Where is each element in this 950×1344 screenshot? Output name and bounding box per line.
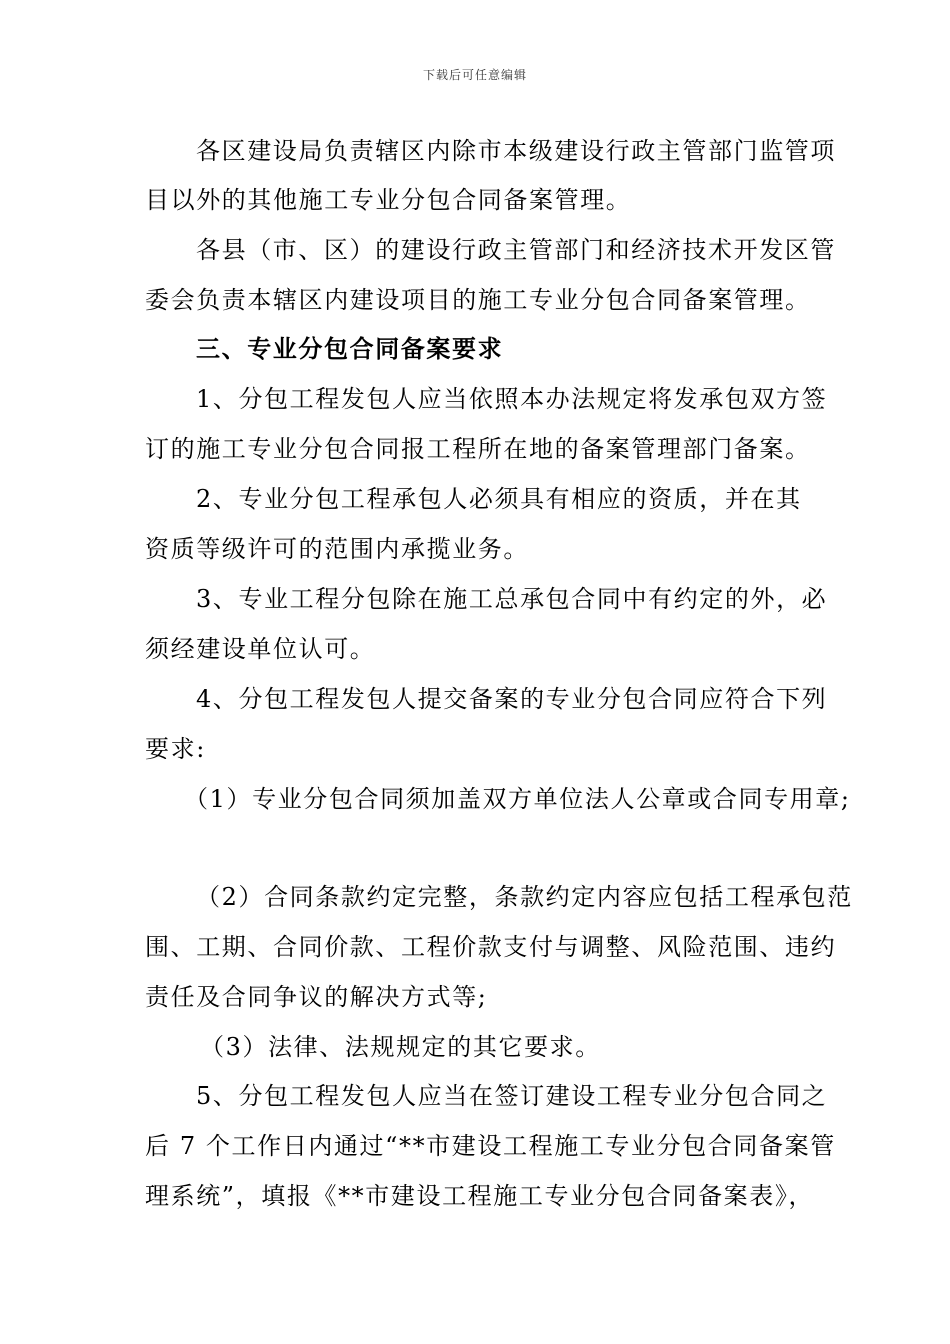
paragraph-line: 1、分包工程发包人应当依照本办法规定将发承包双方签 bbox=[196, 385, 828, 413]
paragraph-line: 订的施工专业分包合同报工程所在地的备案管理部门备案。 bbox=[145, 435, 811, 463]
list-item: （2）合同条款约定完整，条款约定内容应包括工程承包范 bbox=[196, 883, 853, 911]
paragraph-line: 5、分包工程发包人应当在签订建设工程专业分包合同之 bbox=[196, 1082, 828, 1110]
paragraph-line: 要求: bbox=[145, 735, 206, 763]
paragraph-line: 3、专业工程分包除在施工总承包合同中有约定的外，必 bbox=[196, 585, 828, 613]
paragraph-line: 4、分包工程发包人提交备案的专业分包合同应符合下列 bbox=[196, 685, 828, 713]
paragraph-line: 目以外的其他施工专业分包合同备案管理。 bbox=[145, 186, 632, 214]
paragraph-line: 各区建设局负责辖区内除市本级建设行政主管部门监管项 bbox=[196, 137, 836, 165]
paragraph-line: 责任及合同争议的解决方式等; bbox=[145, 983, 488, 1011]
paragraph-line: 资质等级许可的范围内承揽业务。 bbox=[145, 535, 529, 563]
paragraph-line: 各县（市、区）的建设行政主管部门和经济技术开发区管 bbox=[196, 236, 836, 264]
paragraph-line: 须经建设单位认可。 bbox=[145, 635, 376, 663]
paragraph-line: 2、专业分包工程承包人必须具有相应的资质，并在其 bbox=[196, 485, 802, 513]
paragraph-line: 围、工期、合同价款、工程价款支付与调整、风险范围、违约 bbox=[145, 933, 837, 961]
header-note: 下载后可任意编辑 bbox=[422, 68, 527, 82]
list-item: （1）专业分包合同须加盖双方单位法人公章或合同专用章; bbox=[184, 785, 851, 813]
section-heading: 三、专业分包合同备案要求 bbox=[196, 334, 504, 363]
paragraph-line: 理系统”，填报《**市建设工程施工专业分包合同备案表》， bbox=[145, 1182, 815, 1210]
paragraph-line: 委会负责本辖区内建设项目的施工专业分包合同备案管理。 bbox=[145, 286, 811, 314]
paragraph-line: 后 7 个工作日内通过“**市建设工程施工专业分包合同备案管 bbox=[145, 1132, 836, 1160]
list-item: （3）法律、法规规定的其它要求。 bbox=[200, 1033, 601, 1061]
